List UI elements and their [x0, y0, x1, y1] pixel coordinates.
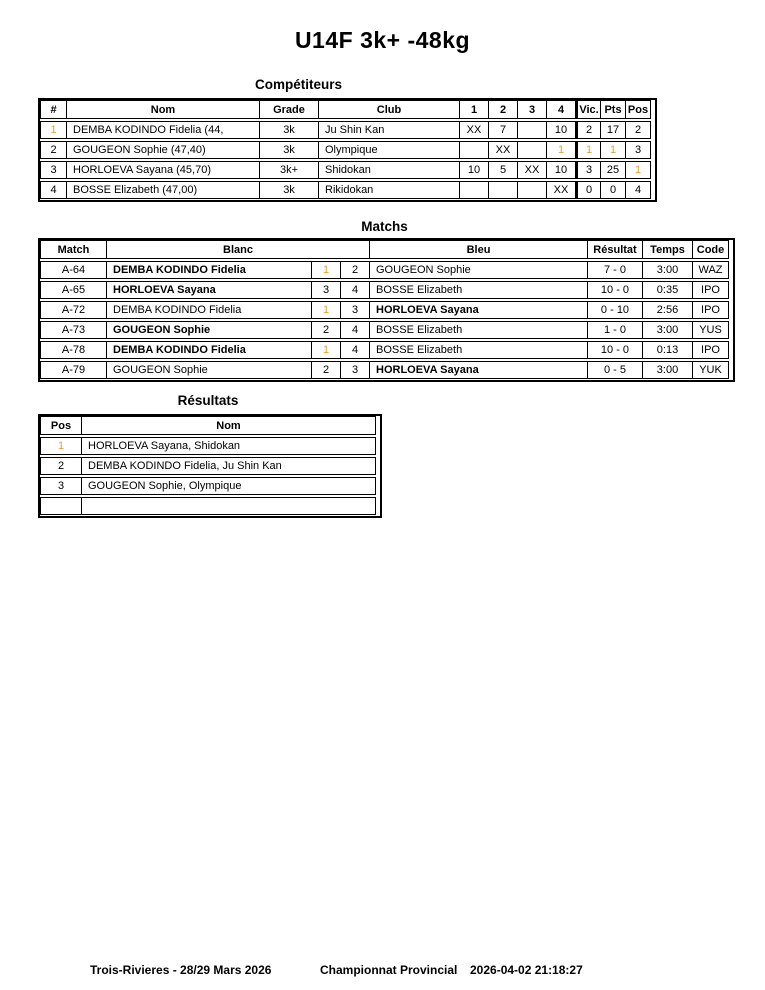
bleu-name: BOSSE Elizabeth — [369, 281, 588, 299]
bleu-name: HORLOEVA Sayana — [369, 361, 588, 379]
competitor-number: 3 — [40, 161, 67, 179]
round-score: 5 — [488, 161, 518, 179]
result-name: DEMBA KODINDO Fidelia, Ju Shin Kan — [81, 457, 376, 475]
blanc-name: DEMBA KODINDO Fidelia — [106, 261, 312, 279]
match-id: A-72 — [40, 301, 107, 319]
competitors-table — [38, 98, 657, 202]
competitor-grade: 3k — [259, 121, 319, 139]
round-score: 10 — [459, 161, 489, 179]
points-value: 0 — [600, 181, 626, 199]
result-position: 3 — [40, 477, 82, 495]
round-score — [517, 181, 547, 199]
match-time: 2:56 — [642, 301, 693, 319]
match-id: A-78 — [40, 341, 107, 359]
blanc-number: 3 — [311, 281, 341, 299]
match-id: A-64 — [40, 261, 107, 279]
match-result: 10 - 0 — [587, 281, 643, 299]
match-time: 3:00 — [642, 261, 693, 279]
competitor-number: 2 — [40, 141, 67, 159]
match-row — [40, 341, 733, 359]
competitor-name: DEMBA KODINDO Fidelia (44, — [66, 121, 260, 139]
header-position: Pos — [625, 100, 651, 119]
bleu-number: 4 — [340, 281, 370, 299]
header-round: 3 — [517, 100, 547, 119]
result-name: HORLOEVA Sayana, Shidokan — [81, 437, 376, 455]
footer-event-name: Championnat Provincial — [320, 963, 458, 977]
match-time: 3:00 — [642, 361, 693, 379]
result-row — [40, 477, 380, 495]
footer-venue-date: Trois-Rivieres - 28/29 Mars 2026 — [90, 963, 272, 977]
match-result: 0 - 10 — [587, 301, 643, 319]
blanc-name: DEMBA KODINDO Fidelia — [106, 341, 312, 359]
footer-print-timestamp: 2026-04-02 21:18:27 — [470, 963, 583, 977]
victories-value: 3 — [575, 161, 601, 179]
position-value: 4 — [625, 181, 651, 199]
round-score: 10 — [546, 161, 576, 179]
match-result: 10 - 0 — [587, 341, 643, 359]
position-value: 3 — [625, 141, 651, 159]
header-name: Nom — [81, 416, 376, 435]
bleu-number: 2 — [340, 261, 370, 279]
header-club: Club — [318, 100, 460, 119]
result-row — [40, 457, 380, 475]
round-score — [517, 141, 547, 159]
header-pos: Pos — [40, 416, 82, 435]
result-row — [40, 497, 380, 515]
match-time: 0:13 — [642, 341, 693, 359]
round-score: 1 — [546, 141, 576, 159]
header-bleu: Bleu — [369, 240, 588, 259]
match-code: IPO — [692, 341, 729, 359]
header-time: Temps — [642, 240, 693, 259]
blanc-number: 2 — [311, 321, 341, 339]
points-value: 1 — [600, 141, 626, 159]
result-position: 2 — [40, 457, 82, 475]
bleu-name: BOSSE Elizabeth — [369, 321, 588, 339]
competitor-number: 1 — [40, 121, 67, 139]
round-score — [459, 141, 489, 159]
competitor-name: BOSSE Elizabeth (47,00) — [66, 181, 260, 199]
matches-section-heading: Matchs — [361, 219, 408, 234]
header-points: Pts — [600, 100, 626, 119]
bleu-name: HORLOEVA Sayana — [369, 301, 588, 319]
competitor-number: 4 — [40, 181, 67, 199]
match-row — [40, 301, 733, 319]
round-score: 7 — [488, 121, 518, 139]
competitor-club: Olympique — [318, 141, 460, 159]
victories-value: 1 — [575, 141, 601, 159]
competitor-row — [40, 181, 655, 199]
blanc-number: 1 — [311, 341, 341, 359]
victories-value: 0 — [575, 181, 601, 199]
result-position — [40, 497, 82, 515]
match-id: A-65 — [40, 281, 107, 299]
results-header-row — [40, 416, 380, 435]
match-time: 0:35 — [642, 281, 693, 299]
match-row — [40, 261, 733, 279]
blanc-name: HORLOEVA Sayana — [106, 281, 312, 299]
result-row — [40, 437, 380, 455]
match-code: IPO — [692, 301, 729, 319]
match-result: 1 - 0 — [587, 321, 643, 339]
round-score: 10 — [546, 121, 576, 139]
match-row — [40, 361, 733, 379]
header-round: 2 — [488, 100, 518, 119]
position-value: 1 — [625, 161, 651, 179]
victories-value: 2 — [575, 121, 601, 139]
matches-table — [38, 238, 735, 382]
position-value: 2 — [625, 121, 651, 139]
competitor-row — [40, 141, 655, 159]
round-score: XX — [546, 181, 576, 199]
competitors-header-row — [40, 100, 655, 119]
page-title: U14F 3k+ -48kg — [294, 27, 471, 53]
competitor-row — [40, 161, 655, 179]
bleu-number: 4 — [340, 341, 370, 359]
blanc-name: DEMBA KODINDO Fidelia — [106, 301, 312, 319]
match-result: 7 - 0 — [587, 261, 643, 279]
round-score — [517, 121, 547, 139]
matches-header-row — [40, 240, 733, 259]
bleu-name: GOUGEON Sophie — [369, 261, 588, 279]
results-section-heading: Résultats — [177, 393, 239, 408]
match-result: 0 - 5 — [587, 361, 643, 379]
header-match: Match — [40, 240, 107, 259]
round-score: XX — [459, 121, 489, 139]
round-score: XX — [517, 161, 547, 179]
match-code: YUK — [692, 361, 729, 379]
match-code: WAZ — [692, 261, 729, 279]
header-name: Nom — [66, 100, 260, 119]
competitor-club: Shidokan — [318, 161, 460, 179]
competitor-club: Rikidokan — [318, 181, 460, 199]
match-id: A-79 — [40, 361, 107, 379]
competitor-name: HORLOEVA Sayana (45,70) — [66, 161, 260, 179]
match-code: YUS — [692, 321, 729, 339]
competitor-name: GOUGEON Sophie (47,40) — [66, 141, 260, 159]
result-name — [81, 497, 376, 515]
bleu-number: 3 — [340, 301, 370, 319]
blanc-name: GOUGEON Sophie — [106, 361, 312, 379]
competitor-club: Ju Shin Kan — [318, 121, 460, 139]
round-score — [459, 181, 489, 199]
competitors-section-heading: Compétiteurs — [255, 77, 343, 92]
points-value: 17 — [600, 121, 626, 139]
blanc-number: 1 — [311, 301, 341, 319]
results-table — [38, 414, 382, 518]
header-victories: Vic. — [575, 100, 601, 119]
points-value: 25 — [600, 161, 626, 179]
competitor-row — [40, 121, 655, 139]
bleu-number: 4 — [340, 321, 370, 339]
blanc-name: GOUGEON Sophie — [106, 321, 312, 339]
competitor-grade: 3k+ — [259, 161, 319, 179]
header-result: Résultat — [587, 240, 643, 259]
header-code: Code — [692, 240, 729, 259]
blanc-number: 1 — [311, 261, 341, 279]
header-round: 1 — [459, 100, 489, 119]
header-number: # — [40, 100, 67, 119]
competitor-grade: 3k — [259, 141, 319, 159]
match-code: IPO — [692, 281, 729, 299]
result-name: GOUGEON Sophie, Olympique — [81, 477, 376, 495]
match-id: A-73 — [40, 321, 107, 339]
match-row — [40, 281, 733, 299]
header-blanc: Blanc — [106, 240, 370, 259]
bleu-number: 3 — [340, 361, 370, 379]
header-grade: Grade — [259, 100, 319, 119]
competitor-grade: 3k — [259, 181, 319, 199]
blanc-number: 2 — [311, 361, 341, 379]
result-position: 1 — [40, 437, 82, 455]
header-round: 4 — [546, 100, 576, 119]
match-time: 3:00 — [642, 321, 693, 339]
round-score — [488, 181, 518, 199]
bleu-name: BOSSE Elizabeth — [369, 341, 588, 359]
round-score: XX — [488, 141, 518, 159]
match-row — [40, 321, 733, 339]
